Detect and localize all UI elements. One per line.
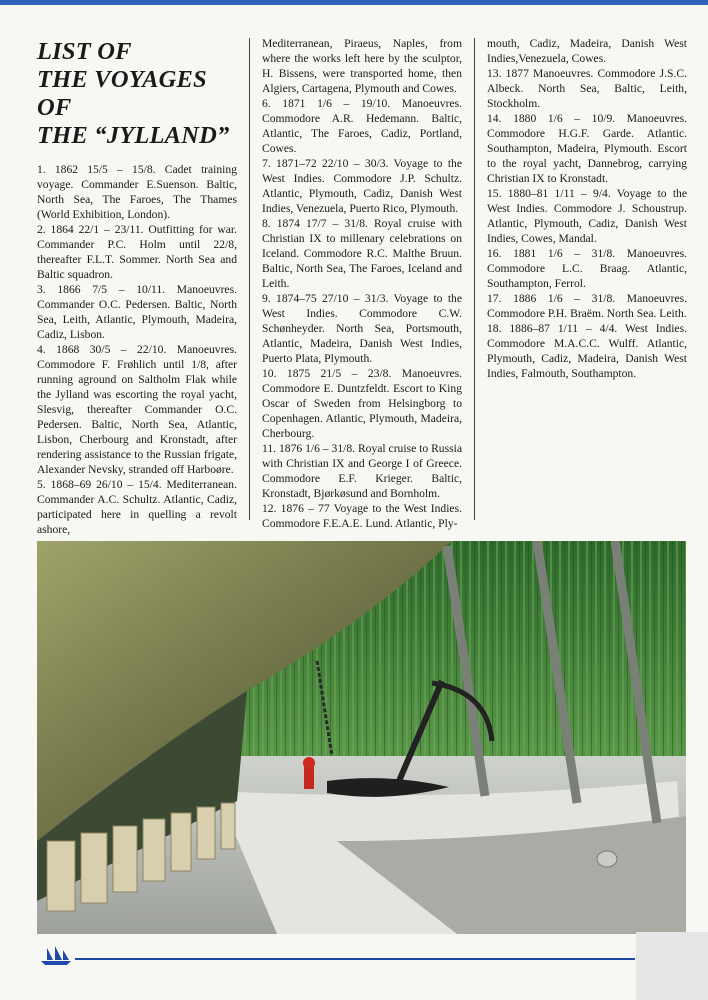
voyage-3: 3. 1866 7/5 – 10/11. Manoeuvres. Commander O.C. Pedersen. Baltic, North Sea, Leith, Atlantic, Plymouth, Madeira, Cadiz, Lisbon. bbox=[37, 283, 237, 341]
voyage-14: 14. 1880 1/6 – 10/9. Manoeuvres. Commodore H.G.F. Garde. Atlantic. Southampton, Madeira, Plymouth. Escort to the royal yacht, Dannebrog, carrying Christian IX to Kronstadt. bbox=[487, 112, 687, 185]
voyage-16: 16. 1881 1/6 – 31/8. Manoeuvres. Commodore L.C. Braag. Atlantic, Southampton, Ferrol. bbox=[487, 247, 687, 290]
voyage-17: 17. 1886 1/6 – 31/8. Manoeuvres. Commodore P.H. Braëm. North Sea. Leith. bbox=[487, 292, 687, 320]
voyage-12-continued: mouth, Cadiz, Madeira, Danish West Indies,Venezuela, Cowes. bbox=[487, 37, 687, 65]
page-title bbox=[37, 38, 237, 150]
voyage-13: 13. 1877 Manoeuvres. Commodore J.S.C. Albeck. North Sea, Baltic, Leith, Stockholm. bbox=[487, 67, 687, 110]
voyage-7: 7. 1871–72 22/10 – 30/3. Voyage to the West Indies. Commodore J.P. Schultz. Atlantic, Plymouth, Cadiz, Danish West Indies, Venezuela, Puerto Rico, Plymouth. bbox=[262, 157, 462, 215]
column-divider-2 bbox=[474, 38, 475, 520]
voyage-8: 8. 1874 17/7 – 31/8. Royal cruise with Christian IX to millenary celebrations on Iceland. Commodore R.C. Malthe Bruun. Baltic, North Sea, The Faroes, Iceland and Leith. bbox=[262, 217, 462, 290]
voyage-15: 15. 1880–81 1/11 – 9/4. Voyage to the West Indies. Commodore J. Schoustrup. Atlantic, Plymouth, Cadiz, Danish West Indies, Cowes, Mandal. bbox=[487, 187, 687, 245]
voyage-6: 6. 1871 1/6 – 19/10. Manoeuvres. Commodore A.R. Hedemann. Baltic, Atlantic, The Faroes, Cadiz, Portland, Cowes. bbox=[262, 97, 462, 155]
ship-hull-photo bbox=[37, 541, 686, 934]
column-2 bbox=[262, 36, 462, 531]
voyage-12: 12. 1876 – 77 Voyage to the West Indies. Commodore F.E.A.E. Lund. Atlantic, Ply- bbox=[262, 502, 462, 530]
voyage-5: 5. 1868–69 26/10 – 15/4. Mediterranean. Commander A.C. Schultz. Atlantic, Cadiz, participated here in quelling a revolt ashore, bbox=[37, 478, 237, 536]
title-line-4: THE “JYLLAND” bbox=[37, 122, 230, 149]
title-line-2: THE VOYAGES bbox=[37, 66, 207, 93]
title-line-3: OF bbox=[37, 94, 72, 121]
voyage-11: 11. 1876 1/6 – 31/8. Royal cruise to Russia with Christian IX and George I of Greece. Commodore E.F. Krieger. Baltic, Kronstadt, Bjørkøsund and Bornholm. bbox=[262, 442, 462, 500]
top-border bbox=[0, 0, 708, 5]
voyage-18: 18. 1886–87 1/11 – 4/4. West Indies. Commodore M.A.C.C. Wulff. Atlantic, Plymouth, Cadiz, Madeira, Danish West Indies, Falmouth, Southampton. bbox=[487, 322, 687, 380]
page-corner bbox=[636, 932, 708, 1000]
voyage-5-continued: Mediterranean, Piraeus, Naples, from where the works left here by the sculptor, H. Bissens, were transported home, then Algiers, Cartagena, Plymouth and Cowes. bbox=[262, 37, 462, 95]
voyage-2: 2. 1864 22/1 – 23/11. Outfitting for war. Commander P.C. Holm until 22/8, thereafter F.L.T. Sommer. North Sea and Baltic squadron. bbox=[37, 223, 237, 281]
title-line-1: LIST OF bbox=[37, 38, 132, 65]
sailing-ship-icon bbox=[39, 945, 73, 967]
voyage-4: 4. 1868 30/5 – 22/10. Manoeuvres. Commodore F. Frøhlich until 1/8, after running aground on Saltholm Flak while the Jylland was escorting the royal yacht, Slesvig, thereafter Commander O.C. Pedersen. Baltic, North Sea, Atlantic, Lisbon, Cherbourg and Kronstadt, after rendering assistance to the Russian frigate, Alexander Nevsky, stranded off Harboøre. bbox=[37, 343, 237, 476]
voyage-1: 1. 1862 15/5 – 15/8. Cadet training voyage. Commander E.Suenson. Baltic, North Sea, The Faroes, The Thames (World Exhibition, London). bbox=[37, 163, 237, 221]
column-divider-1 bbox=[249, 38, 250, 520]
footer-rule bbox=[75, 958, 635, 960]
voyage-10: 10. 1875 21/5 – 23/8. Manoeuvres. Commodore E. Duntzfeldt. Escort to King Oscar of Sweden from Helsingborg to Copenhagen. Atlantic, Plymouth, Madeira, Cherbourg. bbox=[262, 367, 462, 440]
column-1 bbox=[37, 38, 237, 537]
photo-illustration bbox=[37, 541, 686, 934]
voyage-9: 9. 1874–75 27/10 – 31/3. Voyage to the West Indies. Commodore C.W. Schønheyder. North Sea, Portsmouth, Atlantic, Madeira, Danish West Indies, Puerto Plata, Plymouth. bbox=[262, 292, 462, 365]
column-3 bbox=[487, 36, 687, 381]
